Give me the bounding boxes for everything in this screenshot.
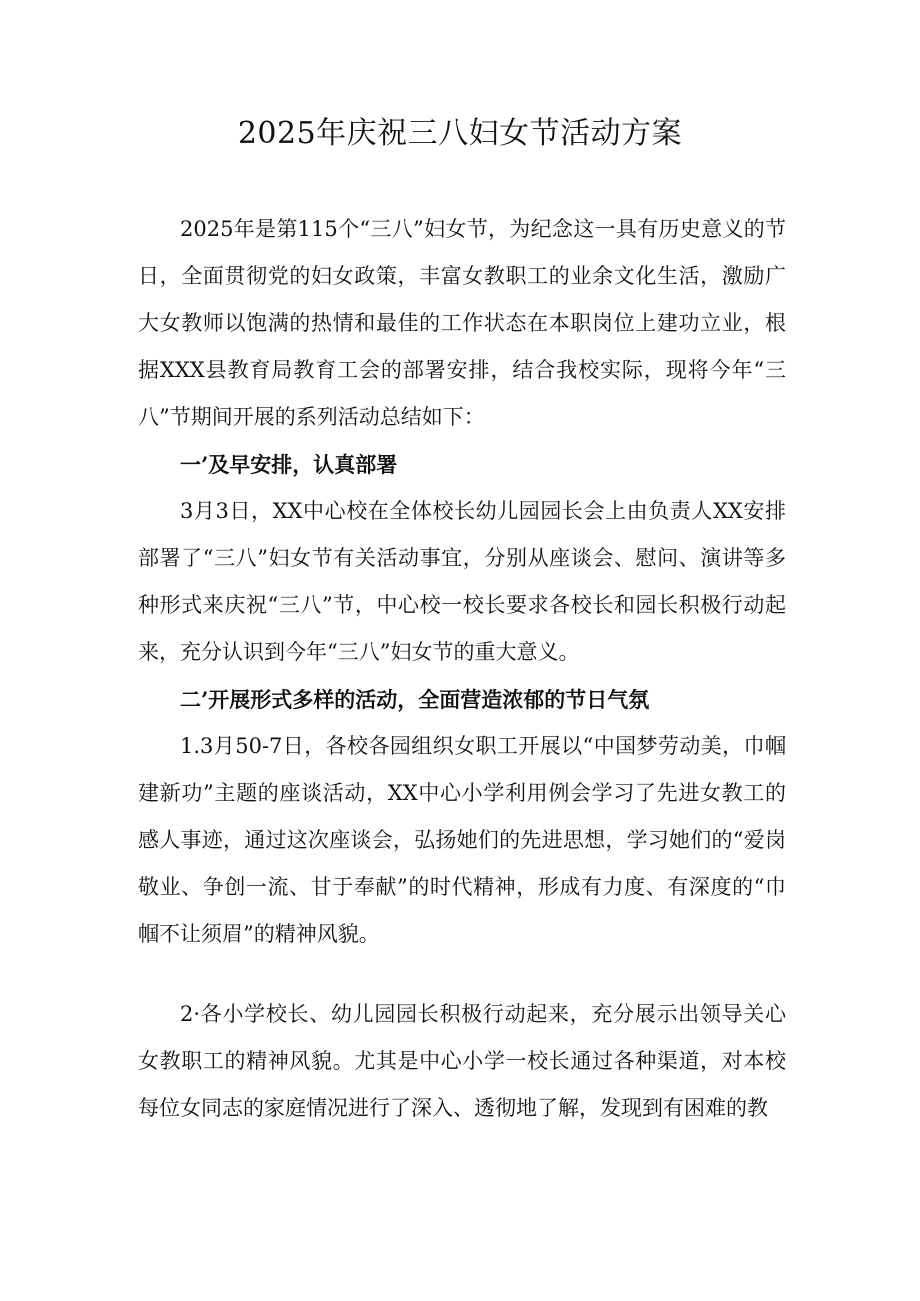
section-heading: 一’及早安排，认真部署 <box>180 452 398 477</box>
document-body <box>138 206 786 1132</box>
section-paragraph: 2·各小学校长、幼儿园园长积极行动起来，充分展示出领导关心女教职工的精神风貌。尤其是中心小学一校长通过各种渠道，对本校每位女同志的家庭情况进行了深入、透彻地了解，发现到有困难的教 <box>138 1002 786 1120</box>
section-heading: 二’开展形式多样的活动，全面营造浓郁的节日气氛 <box>180 687 650 712</box>
intro-paragraph: 2025年是第115个“三八”妇女节，为纪念这一具有历史意义的节日，全面贯彻党的妇女政策，丰富女教职工的业余文化生活，激励广大女教师以饱满的热情和最佳的工作状态在本职岗位上建功立业，根据XXX县教育局教育工会的部署安排，结合我校实际，现将今年“三八”节期间开展的系列活动总结如下： <box>138 217 786 429</box>
section-paragraph: 3月3日，XX中心校在全体校长幼儿园园长会上由负责人XX安排部署了“三八”妇女节有关活动事宜，分别从座谈会、慰问、演讲等多种形式来庆祝“三八”节，中心校一校长要求各校长和园长积极行动起来，充分认识到今年“三八”妇女节的重大意义。 <box>138 499 786 664</box>
section-paragraph: 1.3月50-7日，各校各园组织女职工开展以“中国梦劳动美，巾帼建新功”主题的座谈活动，XX中心小学利用例会学习了先进女教工的感人事迹，通过这次座谈会，弘扬她们的先进思想，学习她们的“爱岗敬业、争创一流、甘于奉献”的时代精神，形成有力度、有深度的“巾帼不让须眉”的精神风貌。 <box>138 734 786 946</box>
document-title: 2025年庆祝三八妇女节活动方案 <box>237 116 683 151</box>
